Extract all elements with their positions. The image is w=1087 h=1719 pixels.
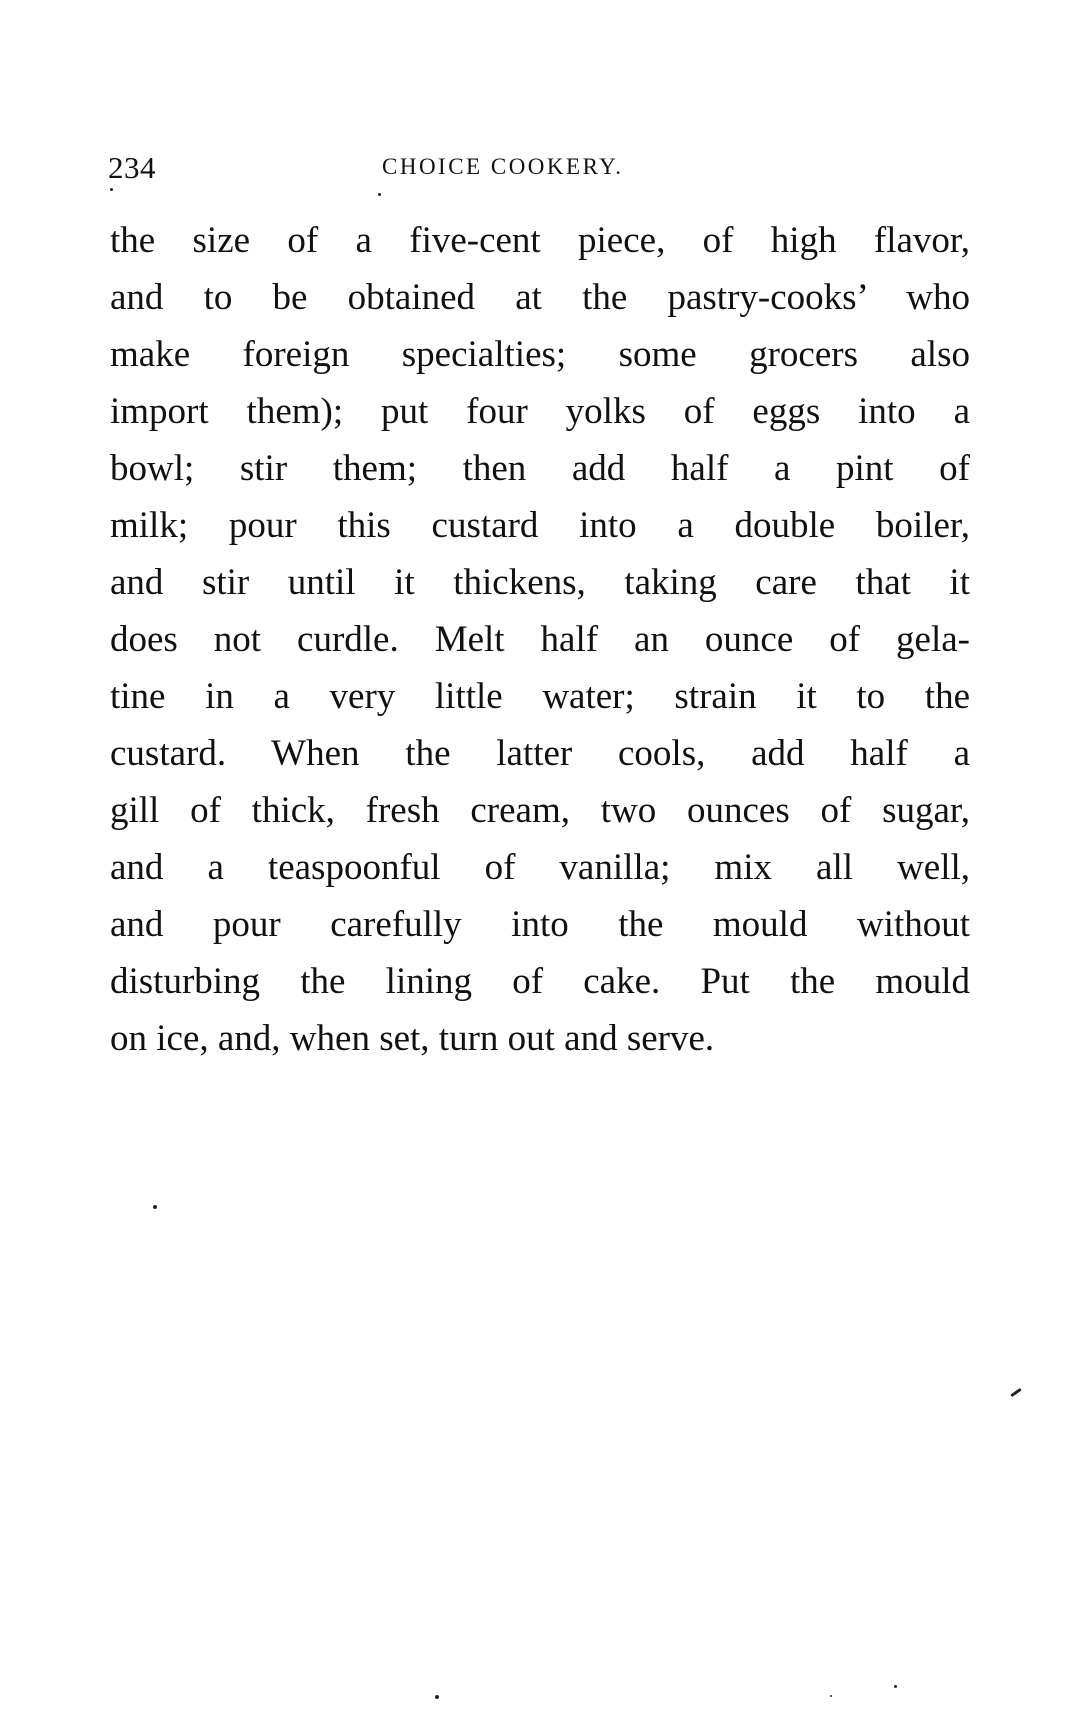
text-line: milk; pour this custard into a double boiler, xyxy=(110,505,970,546)
text-line: and to be obtained at the pastry-cooks’ who xyxy=(110,277,970,318)
text-line: on ice, and, when set, turn out and serve. xyxy=(110,1018,715,1059)
text-line: make foreign specialties; some grocers also xyxy=(110,334,970,375)
scan-speck xyxy=(830,1695,832,1697)
scan-speck xyxy=(894,1685,897,1688)
body-text xyxy=(110,212,970,1067)
scan-speck xyxy=(378,193,381,196)
text-line: tine in a very little water; strain it to the xyxy=(110,676,970,717)
text-line: and pour carefully into the mould without xyxy=(110,904,970,945)
text-line: gill of thick, fresh cream, two ounces of sugar, xyxy=(110,790,970,831)
text-line: does not curdle. Melt half an ounce of gela- xyxy=(110,619,970,660)
running-title: CHOICE COOKERY. xyxy=(382,154,624,179)
running-head xyxy=(108,150,998,190)
text-line: and stir until it thickens, taking care that it xyxy=(110,562,970,603)
page-number: 234 xyxy=(108,150,156,185)
scan-speck xyxy=(435,1695,439,1699)
text-line: import them); put four yolks of eggs into a xyxy=(110,391,970,432)
text-line: disturbing the lining of cake. Put the mould xyxy=(110,961,970,1002)
text-line: and a teaspoonful of vanilla; mix all well, xyxy=(110,847,970,888)
text-line: custard. When the latter cools, add half a xyxy=(110,733,970,774)
scan-speck xyxy=(153,1205,157,1209)
text-line: the size of a five-cent piece, of high flavor, xyxy=(110,220,970,261)
scan-speck xyxy=(1010,1388,1022,1397)
text-line: bowl; stir them; then add half a pint of xyxy=(110,448,970,489)
scan-speck xyxy=(110,188,113,191)
